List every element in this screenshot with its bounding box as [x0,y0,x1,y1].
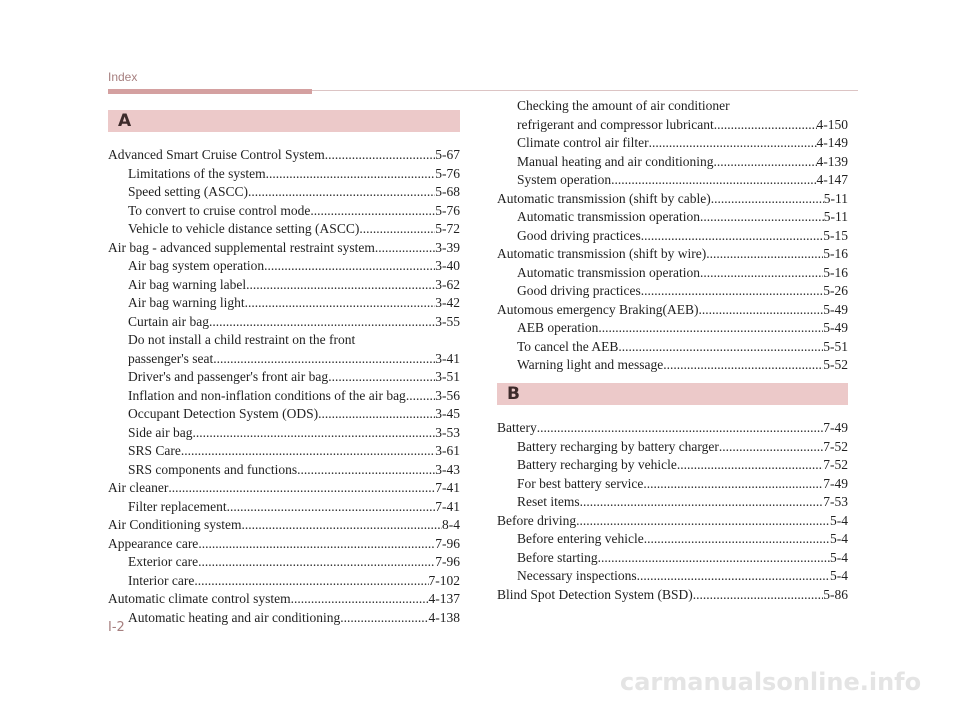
index-subentry [497,475,848,494]
entry-label: Battery recharging by vehicle [517,457,677,472]
entry-page-ref: 5-49 [823,320,848,335]
entry-page-ref: 3-55 [435,313,460,329]
entry-page-ref: 3-42 [435,295,460,310]
entry-label: Automatic transmission (shift by wire) [497,246,707,261]
index-entry [108,590,460,609]
entry-page-ref: 5-76 [435,202,460,218]
dot-leader [192,424,435,443]
entry-page-ref: 3-43 [435,461,460,477]
entry-label: Blind Spot Detection System (BSD) [497,586,693,602]
dot-leader [310,202,435,221]
dot-leader [643,475,823,494]
dot-leader [248,183,435,202]
dot-leader [213,350,435,369]
index-subentry [108,442,460,461]
entry-label: Climate control air filter [517,135,649,150]
entry-page-ref: 3-39 [435,239,460,255]
dot-leader [698,301,823,320]
entry-page-ref: 3-61 [435,443,460,458]
entry-label: Automous emergency Braking(AEB) [497,301,699,317]
index-subentry [497,530,848,549]
dot-leader [714,116,817,135]
entry-page-ref: 4-149 [816,135,848,150]
entry-label: Inflation and non-inflation conditions of the air bag [128,387,406,403]
index-column-a-continued [497,97,848,375]
entry-label: Air cleaner [108,480,169,495]
entry-page-ref: 5-15 [823,227,848,243]
section-header-a [108,110,460,132]
index-subentry [497,319,848,338]
dot-leader [181,442,435,461]
entry-label: To convert to cruise control mode [128,202,311,218]
entry-label: Air bag - advanced supplemental restraint system [108,239,375,255]
entry-label: Before driving [497,512,577,528]
entry-page-ref: 5-76 [435,165,460,181]
entry-page-ref: 7-96 [435,535,460,551]
entry-page-ref: 7-49 [823,475,848,491]
entry-label: Battery [497,420,537,435]
entry-label: Automatic transmission operation [517,264,700,280]
entry-label: SRS Care [128,443,181,458]
section-header-b [497,383,848,405]
index-subentry [108,294,460,313]
entry-page-ref: 7-96 [435,554,460,569]
dot-leader [706,245,823,264]
entry-page-ref: 7-41 [435,498,460,514]
index-subentry [108,387,460,406]
index-subentry [108,572,460,591]
dot-leader [598,549,830,568]
entry-page-ref: 5-4 [830,531,848,546]
entry-label: System operation [517,172,612,187]
index-subentry [108,165,460,184]
index-subentry [108,368,460,387]
dot-leader [328,368,435,387]
entry-label: Air bag warning label [128,276,247,292]
entry-page-ref: 5-16 [823,246,848,261]
dot-leader [245,294,436,313]
dot-leader [198,535,435,554]
index-entry [497,245,848,264]
entry-page-ref: 3-40 [435,258,460,273]
entry-label: Air Conditioning system [108,517,242,532]
entry-label: SRS components and functions [128,461,298,477]
entry-label: Air bag warning light [128,295,245,310]
dot-leader [297,461,435,480]
dot-leader [618,338,823,357]
dot-leader [194,572,428,591]
entry-label: Vehicle to vehicle distance setting (ASCC) [128,221,360,236]
entry-label: Air bag system operation [128,258,265,273]
dot-leader [198,553,435,572]
entry-label: Automatic transmission operation [517,209,700,224]
index-subentry [497,264,848,283]
dot-leader [700,264,823,283]
index-subentry [108,424,460,443]
dot-leader [700,208,824,227]
index-entry [108,146,460,165]
index-entry [497,419,848,438]
dot-leader [719,438,823,457]
page-header-title: Index [108,70,138,84]
dot-leader [264,257,435,276]
index-subentry [108,331,460,350]
dot-leader [209,313,435,332]
entry-page-ref: 3-53 [435,424,460,440]
index-subentry [497,549,848,568]
index-subentry [108,405,460,424]
entry-label: Speed setting (ASCC) [128,184,248,199]
header-rule [312,90,858,91]
dot-leader [576,512,830,531]
dot-leader [406,387,435,406]
entry-label: Driver's and passenger's front air bag [128,369,329,384]
index-subentry [497,116,848,135]
entry-page-ref: 4-150 [816,116,848,132]
entry-page-ref: 5-4 [830,549,848,565]
index-subentry [108,202,460,221]
entry-label: Filter replacement [128,498,227,514]
entry-label: refrigerant and compressor lubricant [517,116,714,132]
index-subentry [108,350,460,369]
entry-label: Appearance care [108,535,199,551]
index-subentry [497,456,848,475]
watermark: carmanualsonline.info [620,668,922,696]
index-entry [108,479,460,498]
entry-label: Before starting [517,549,598,565]
page-number: I-2 [108,620,125,635]
index-entry [108,239,460,258]
index-subentry [108,183,460,202]
section-letter-b: B [507,384,520,404]
entry-page-ref: 5-11 [823,209,848,224]
entry-label: Checking the amount of air conditioner [517,98,730,113]
entry-label: Interior care [128,572,195,588]
entry-label: Good driving practices [517,283,641,298]
entry-page-ref: 5-26 [823,283,848,298]
entry-page-ref: 5-11 [823,190,848,206]
entry-page-ref: 3-56 [435,387,460,403]
dot-leader [242,516,442,535]
entry-page-ref: 7-41 [435,480,460,495]
entry-page-ref: 3-51 [435,369,460,384]
entry-page-ref: 4-147 [816,172,848,187]
dot-leader [318,405,435,424]
entry-page-ref: 7-102 [428,572,460,588]
index-subentry [497,567,848,586]
index-entry [108,535,460,554]
entry-page-ref: 5-4 [830,568,848,583]
entry-label: Automatic climate control system [108,591,291,606]
index-subentry [108,461,460,480]
index-subentry [497,356,848,375]
entry-label: Do not install a child restraint on the front [128,332,356,347]
entry-label: Reset items [517,494,580,509]
index-subentry [108,220,460,239]
index-column-a [108,146,460,627]
entry-page-ref: 5-72 [435,221,460,236]
index-subentry [497,171,848,190]
entry-label: AEB operation [517,320,599,335]
entry-label: Battery recharging by battery charger [517,438,719,454]
dot-leader [598,319,823,338]
index-subentry [108,498,460,517]
entry-label: Warning light and message [517,357,664,372]
index-subentry [497,97,848,116]
entry-page-ref: 3-62 [435,276,460,292]
entry-label: Curtain air bag [128,313,209,329]
entry-page-ref: 7-52 [823,457,848,472]
index-subentry [108,257,460,276]
dot-leader [693,586,824,605]
index-entry [497,301,848,320]
index-subentry [497,493,848,512]
index-subentry [108,276,460,295]
index-entry [108,516,460,535]
entry-label: To cancel the AEB [517,338,619,354]
entry-page-ref: 5-68 [435,184,460,199]
entry-label: Side air bag [128,424,193,440]
entry-label: Good driving practices [517,227,641,243]
dot-leader [537,419,824,438]
dot-leader [340,609,428,628]
dot-leader [325,146,436,165]
entry-page-ref: 8-4 [442,517,460,532]
entry-label: Limitations of the system [128,165,266,181]
dot-leader [649,134,817,153]
dot-leader [246,276,435,295]
index-subentry [497,438,848,457]
entry-page-ref: 3-41 [435,350,460,366]
entry-page-ref: 7-53 [823,494,848,509]
dot-leader [291,590,429,609]
index-subentry [108,609,460,628]
index-subentry [497,153,848,172]
dot-leader [580,493,824,512]
dot-leader [359,220,435,239]
index-column-b [497,419,848,604]
entry-label: Automatic transmission (shift by cable) [497,190,711,206]
dot-leader [641,227,824,246]
index-entry [497,512,848,531]
header-accent-bar [108,89,312,94]
dot-leader [677,456,823,475]
dot-leader [641,282,824,301]
dot-leader [375,239,435,258]
entry-page-ref: 5-86 [823,586,848,602]
entry-label: Necessary inspections [517,568,637,583]
dot-leader [168,479,435,498]
entry-label: passenger's seat [128,350,214,366]
entry-page-ref: 5-16 [823,264,848,280]
dot-leader [227,498,436,517]
dot-leader [713,153,816,172]
index-subentry [497,208,848,227]
entry-label: Automatic heating and air conditioning [128,609,341,625]
index-subentry [497,282,848,301]
index-entry [497,190,848,209]
entry-page-ref: 7-49 [823,420,848,435]
dot-leader [611,171,816,190]
dot-leader [711,190,824,209]
entry-page-ref: 3-45 [435,406,460,421]
entry-page-ref: 5-49 [823,301,848,317]
entry-label: Before entering vehicle [517,531,644,546]
entry-page-ref: 4-137 [428,591,460,606]
index-subentry [497,134,848,153]
entry-page-ref: 4-138 [428,609,460,625]
entry-page-ref: 7-52 [823,438,848,454]
entry-label: Exterior care [128,554,199,569]
dot-leader [663,356,823,375]
entry-label: Occupant Detection System (ODS) [128,406,319,421]
entry-label: For best battery service [517,475,644,491]
dot-leader [637,567,830,586]
dot-leader [644,530,830,549]
index-subentry [108,553,460,572]
index-entry [497,586,848,605]
entry-label: Manual heating and air conditioning [517,153,714,169]
entry-label: Advanced Smart Cruise Control System [108,147,325,162]
section-letter-a: A [118,111,132,131]
entry-page-ref: 5-52 [823,357,848,372]
dot-leader [266,165,436,184]
index-subentry [497,338,848,357]
index-subentry [497,227,848,246]
index-subentry [108,313,460,332]
entry-page-ref: 4-139 [816,153,848,169]
entry-page-ref: 5-4 [830,512,848,528]
entry-page-ref: 5-67 [435,147,460,162]
entry-page-ref: 5-51 [823,338,848,354]
